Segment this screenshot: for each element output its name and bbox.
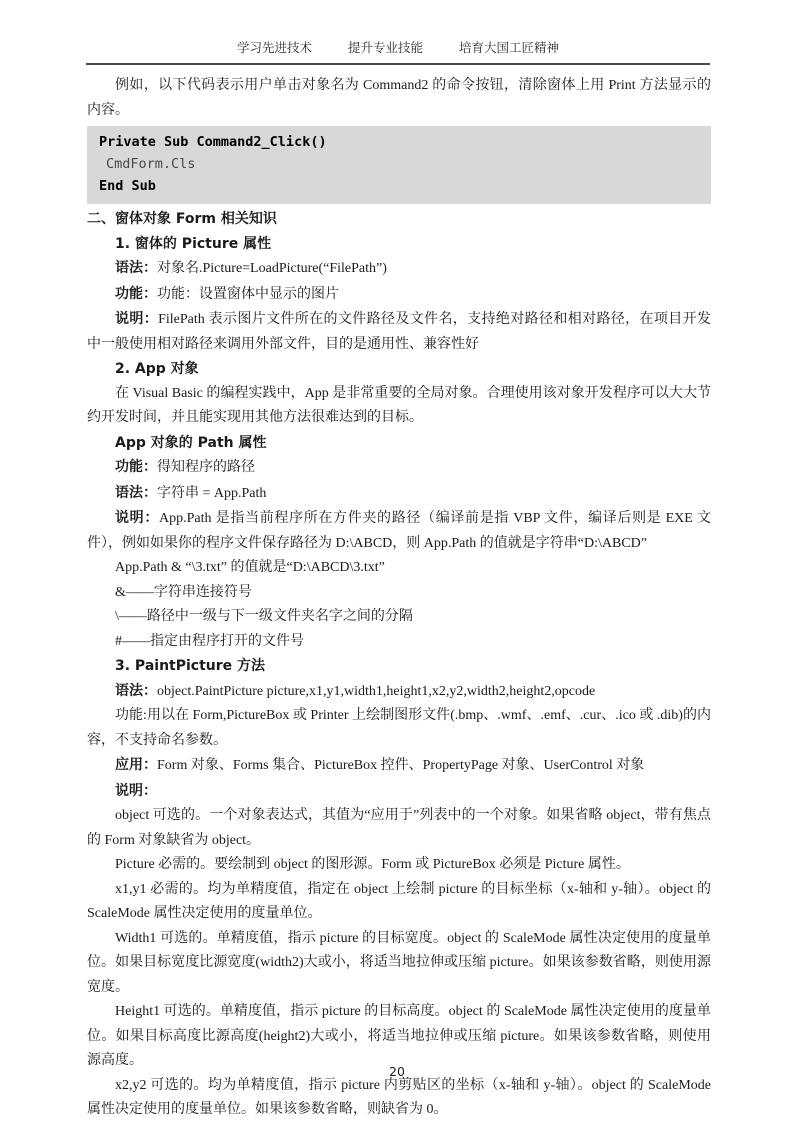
- paragraph-text: 功能：设置窗体中显示的图片: [157, 286, 339, 302]
- subsection-heading: 2. App 对象: [115, 361, 199, 377]
- paragraph-label: 说明：: [115, 510, 160, 526]
- paragraph-text: App.Path 是指当前程序所在方件夹的路径（编译前是指 VBP 文件，编译后则是 EXE 文件），例如如果你的程序文件保存路径为 D:\ABCD，则 App.Path 的值就是字符串“D:\ABCD”: [87, 511, 711, 551]
- paragraph-text: 功能:用以在 Form,PictureBox 或 Printer 上绘制图形文件(.bmp、.wmf、.emf、.cur、.ico 或 .dib)的内容，不支持命名参数。: [87, 708, 711, 748]
- paragraph-label: 语法：: [115, 484, 157, 501]
- paragraph-text: &——字符串连接符号: [115, 584, 252, 600]
- paragraph-text: Form 对象、Forms 集合、PictureBox 控件、PropertyPage 对象、UserControl 对象: [157, 758, 645, 773]
- paragraph-text: \——路径中一级与下一级文件夹名字之间的分隔: [115, 609, 413, 624]
- paragraph: [87, 74, 711, 123]
- paragraph: [87, 605, 711, 630]
- header-slogan-3: 培育大国工匠精神: [459, 40, 560, 55]
- page-number: 20: [389, 1064, 405, 1079]
- paragraph: [87, 307, 711, 357]
- paragraph-text: 例如，以下代码表示用户单击对象名为 Command2 的命令按钮，清除窗体上用 Print 方法显示的内容。: [87, 78, 711, 118]
- paragraph: [87, 282, 711, 308]
- paragraph-text: x2,y2 可选的。均为单精度值，指示 picture 内剪贴区的坐标（x-轴和 y-轴）。object 的 ScaleMode 属性决定使用的度量单位。如果该参数省略，则缺省为 0。: [87, 1077, 711, 1117]
- paragraph-label: 应用：: [115, 757, 157, 773]
- paragraph: [87, 481, 711, 507]
- paragraph-label: 功能：: [115, 285, 157, 302]
- code-block: [87, 126, 711, 204]
- paragraph: [87, 455, 711, 481]
- paragraph-text: Picture 必需的。要绘制到 object 的图形源。Form 或 PictureBox 必须是 Picture 属性。: [115, 857, 630, 872]
- paragraph-text: x1,y1 必需的。均为单精度值，指定在 object 上绘制 picture 的目标坐标（x-轴和 y-轴）。object 的 ScaleMode 属性决定使用的度量单位。: [87, 881, 711, 921]
- paragraph: [87, 506, 711, 556]
- paragraph-label: 说明：: [115, 311, 159, 327]
- paragraph-text: object.PaintPicture picture,x1,y1,width1,height1,x2,y2,width2,height2,opcode: [157, 683, 596, 699]
- paragraph: [87, 804, 711, 853]
- paragraph: [87, 704, 711, 753]
- paragraph: [87, 581, 711, 606]
- paragraph: [87, 878, 711, 927]
- subsection-heading: 3. PaintPicture 方法: [115, 658, 266, 674]
- paragraph-text: Height1 可选的。单精度值，指示 picture 的目标高度。object 的 ScaleMode 属性决定使用的度量单位。如果目标高度比源高度(height2)大或小，将适当地拉伸或压缩 picture。如果该参数省略，则使用源高度。: [87, 1004, 711, 1068]
- header-slogan-1: 学习先进技术: [236, 40, 312, 55]
- paragraph-text: App.Path & “\3.txt” 的值就是“D:\ABCD\3.txt”: [115, 560, 385, 575]
- sub-subsection-heading: App 对象的 Path 属性: [115, 434, 267, 451]
- page-header: [86, 40, 710, 65]
- paragraph: [87, 679, 711, 705]
- header-slogan-2: 提升专业技能: [347, 40, 423, 55]
- subsection-heading: 1. 窗体的 Picture 属性: [115, 235, 272, 252]
- paragraph: [87, 630, 711, 655]
- paragraph-label: 功能：: [115, 459, 157, 475]
- paragraph-text: 在 Visual Basic 的编程实践中，App 是非常重要的全局对象。合理使用该对象开发程序可以大大节约开发时间，并且能实现用其他方法很难达到的目标。: [87, 385, 711, 425]
- paragraph: [87, 753, 711, 779]
- code-line: End Sub: [99, 178, 156, 194]
- paragraph-text: Width1 可选的。单精度值，指示 picture 的目标宽度。object 的 ScaleMode 属性决定使用的度量单位。如果目标宽度比源宽度(width2)大或小，将适当地拉伸或压缩 picture。如果该参数省略，则使用源宽度。: [87, 930, 711, 995]
- paragraph: [87, 1074, 711, 1123]
- paragraph: [87, 556, 711, 581]
- paragraph: [87, 927, 711, 1001]
- paragraph-text: object 可选的。一个对象表达式，其值为“应用于”列表中的一个对象。如果省略 object，带有焦点的 Form 对象缺省为 object。: [87, 808, 711, 848]
- code-line: CmdForm.Cls: [106, 156, 196, 172]
- paragraph: [87, 382, 711, 431]
- paragraph-text: FilePath 表示图片文件所在的文件路径及文件名，支持绝对路径和相对路径，在项目开发中一般使用相对路径来调用外部文件，目的是通用性、兼容性好: [87, 312, 711, 352]
- paragraph: [87, 779, 711, 805]
- paragraph-text: 字符串 = App.Path: [157, 485, 267, 501]
- document-body: [87, 74, 711, 1123]
- paragraph-label: 语法：: [115, 260, 157, 276]
- paragraph-text: 对象名.Picture=LoadPicture(“FilePath”): [157, 261, 387, 276]
- paragraph: [87, 256, 711, 282]
- paragraph-label: 说明：: [115, 782, 157, 799]
- section-heading: 二、窗体对象 Form 相关知识: [87, 211, 277, 227]
- paragraph: [87, 853, 711, 878]
- paragraph-text: #——指定由程序打开的文件号: [115, 633, 304, 649]
- code-line: Private Sub Command2_Click(): [99, 134, 327, 150]
- paragraph-text: 得知程序的路径: [157, 460, 255, 475]
- paragraph: [87, 1000, 711, 1074]
- paragraph-label: 语法：: [115, 682, 157, 699]
